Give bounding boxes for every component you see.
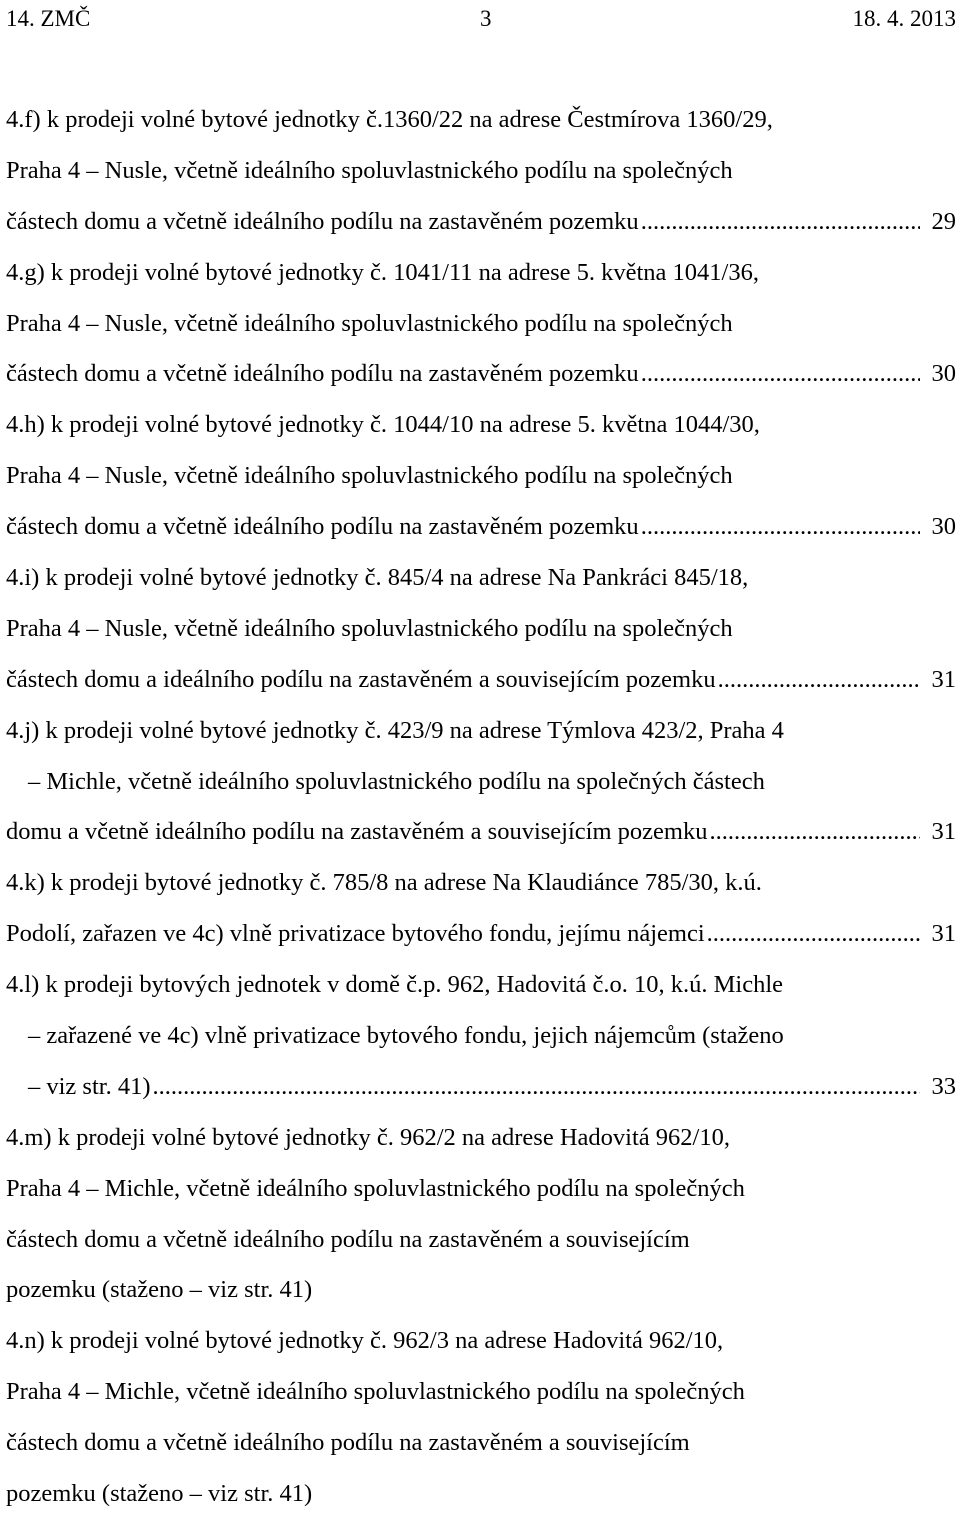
meeting-label: 14. ZMČ: [6, 6, 91, 31]
toc-page-number: 31: [931, 818, 956, 846]
toc-entry-line: [6, 349, 956, 400]
toc-entry-line: [6, 1418, 956, 1469]
toc-entry[interactable]: [6, 960, 956, 1113]
toc-entry-text: částech domu a včetně ideálního podílu na zastavěném pozemku: [6, 207, 639, 235]
toc-entry-text: částech domu a včetně ideálního podílu na zastavěném pozemku: [6, 513, 639, 541]
toc-entry-text: 4.m) k prodeji volné bytové jednotky č. 962/2 na adrese Hadovitá 962/10,: [6, 1123, 730, 1151]
page-header: [6, 4, 956, 34]
toc-entry[interactable]: [6, 553, 956, 706]
toc-entry-text: 4.n) k prodeji volné bytové jednotky č. 962/3 na adrese Hadovitá 962/10,: [6, 1327, 724, 1355]
meeting-date: 18. 4. 2013: [852, 6, 956, 31]
toc-entry-line: [6, 960, 956, 1011]
toc-entry-text: pozemku (staženo – viz str. 41): [6, 1276, 313, 1304]
toc-entry-text: částech domu a včetně ideálního podílu na zastavěném a souvisejícím: [6, 1225, 690, 1253]
toc-page-number: 30: [931, 513, 956, 541]
toc-entry-line: [6, 248, 956, 299]
toc-entry-line: [6, 1316, 956, 1367]
toc-entry-text: Praha 4 – Michle, včetně ideálního spoluvlastnického podílu na společných: [6, 1378, 745, 1406]
toc-entry-line: [6, 197, 956, 248]
toc-page-number: 30: [931, 360, 956, 388]
toc-entry-text: 4.k) k prodeji bytové jednotky č. 785/8 na adrese Na Klaudiánce 785/30, k.ú.: [6, 869, 762, 897]
table-of-contents: [6, 95, 956, 1520]
toc-entry-line: [6, 502, 956, 553]
toc-entry-line: [6, 909, 956, 960]
dot-leader: [153, 1062, 920, 1113]
toc-entry-line: [6, 1215, 956, 1266]
toc-entry-text: Praha 4 – Nusle, včetně ideálního spoluvlastnického podílu na společných: [6, 462, 733, 490]
toc-entry-text: Podolí, zařazen ve 4c) vlně privatizace bytového fondu, jejímu nájemci: [6, 920, 705, 948]
toc-page-number: 31: [931, 920, 956, 948]
toc-entry-line: [6, 1011, 956, 1062]
toc-entry-text: – zařazené ve 4c) vlně privatizace bytového fondu, jejich nájemcům (staženo: [28, 1022, 784, 1050]
toc-entry-line: [6, 451, 956, 502]
toc-page-number: 31: [931, 665, 956, 693]
toc-entry[interactable]: [6, 400, 956, 553]
toc-entry-line: [6, 1113, 956, 1164]
dot-leader: [707, 909, 920, 960]
toc-entry-line: [6, 757, 956, 808]
toc-entry-text: Praha 4 – Michle, včetně ideálního spoluvlastnického podílu na společných: [6, 1174, 745, 1202]
toc-entry-line: [6, 1164, 956, 1215]
toc-entry-text: 4.l) k prodeji bytových jednotek v domě č.p. 962, Hadovitá č.o. 10, k.ú. Michle: [6, 971, 784, 999]
toc-entry[interactable]: [6, 248, 956, 401]
toc-entry-text: 4.h) k prodeji volné bytové jednotky č. 1044/10 na adrese 5. května 1044/30,: [6, 411, 760, 439]
toc-page-number: 33: [931, 1072, 956, 1100]
toc-entry-line: [6, 400, 956, 451]
toc-entry-line: [6, 553, 956, 604]
toc-entry-line: [6, 604, 956, 655]
toc-entry[interactable]: [6, 95, 956, 248]
toc-entry-text: 4.f) k prodeji volné bytové jednotky č.1360/22 na adrese Čestmírova 1360/29,: [6, 106, 773, 133]
toc-entry-line: [6, 299, 956, 350]
toc-entry-line: [6, 858, 956, 909]
toc-entry-line: [6, 1469, 956, 1520]
toc-entry-text: částech domu a včetně ideálního podílu na zastavěném a souvisejícím: [6, 1429, 690, 1457]
toc-entry-text: pozemku (staženo – viz str. 41): [6, 1480, 313, 1508]
toc-entry[interactable]: [6, 706, 956, 859]
toc-entry-line: [6, 655, 956, 706]
toc-entry-line: [6, 706, 956, 757]
toc-entry-text: 4.i) k prodeji volné bytové jednotky č. 845/4 na adrese Na Pankráci 845/18,: [6, 564, 749, 592]
toc-entry-text: 4.j) k prodeji volné bytové jednotky č. 423/9 na adrese Týmlova 423/2, Praha 4: [6, 716, 784, 744]
toc-entry-text: částech domu a ideálního podílu na zastavěném a souvisejícím pozemku: [6, 665, 716, 693]
toc-entry-text: částech domu a včetně ideálního podílu na zastavěném pozemku: [6, 360, 639, 388]
toc-entry[interactable]: [6, 1113, 956, 1317]
toc-entry-line: [6, 1367, 956, 1418]
toc-entry-line: [6, 1062, 956, 1113]
toc-entry-text: Praha 4 – Nusle, včetně ideálního spoluvlastnického podílu na společných: [6, 614, 733, 642]
dot-leader: [718, 655, 920, 706]
toc-entry-text: Praha 4 – Nusle, včetně ideálního spoluvlastnického podílu na společných: [6, 156, 733, 184]
dot-leader: [709, 807, 919, 858]
dot-leader: [641, 502, 920, 553]
dot-leader: [641, 349, 920, 400]
dot-leader: [641, 197, 920, 248]
toc-entry-text: domu a včetně ideálního podílu na zastavěném a souvisejícím pozemku: [6, 818, 708, 846]
toc-entry-text: – Michle, včetně ideálního spoluvlastnického podílu na společných částech: [28, 767, 765, 795]
toc-entry[interactable]: [6, 858, 956, 960]
toc-entry-text: – viz str. 41): [28, 1072, 151, 1100]
toc-entry-line: [6, 807, 956, 858]
toc-entry[interactable]: [6, 1316, 956, 1520]
toc-entry-line: [6, 1265, 956, 1316]
toc-page-number: 29: [931, 207, 956, 235]
toc-entry-line: [6, 95, 956, 146]
toc-entry-text: Praha 4 – Nusle, včetně ideálního spoluvlastnického podílu na společných: [6, 309, 733, 337]
page-number: 3: [480, 6, 492, 31]
toc-entry-line: [6, 146, 956, 197]
toc-entry-text: 4.g) k prodeji volné bytové jednotky č. 1041/11 na adrese 5. května 1041/36,: [6, 258, 759, 286]
